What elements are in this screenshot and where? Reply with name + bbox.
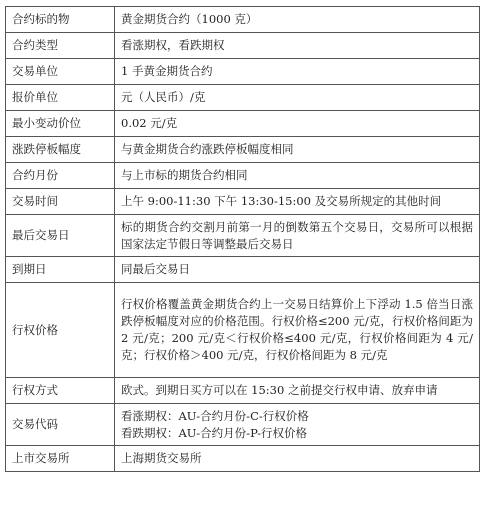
spec-row — [6, 85, 480, 111]
spec-row — [6, 446, 480, 472]
spec-value — [115, 7, 480, 33]
spec-row — [6, 283, 480, 378]
spec-value-line: 黄金期货合约（1000 克） — [121, 12, 258, 26]
spec-value — [115, 257, 480, 283]
spec-row — [6, 189, 480, 215]
spec-value-line: 欧式。到期日买方可以在 15:30 之前提交行权申请、放弃申请 — [121, 383, 438, 397]
contract-spec-sheet — [5, 6, 480, 472]
spec-row — [6, 7, 480, 33]
spec-value — [115, 189, 480, 215]
spec-row — [6, 111, 480, 137]
spec-label: 行权价格 — [6, 283, 115, 378]
spec-value-line: 与上市标的期货合约相同 — [121, 168, 248, 182]
spec-value — [115, 404, 480, 446]
spec-value — [115, 137, 480, 163]
spec-label: 报价单位 — [6, 85, 115, 111]
spec-label: 最后交易日 — [6, 215, 115, 257]
spec-label: 上市交易所 — [6, 446, 115, 472]
spec-value-line: 元（人民币）/克 — [121, 90, 206, 104]
spec-value — [115, 85, 480, 111]
spec-value-line: 上午 9:00-11:30 下午 13:30-15:00 及交易所规定的其他时间 — [121, 194, 442, 208]
spec-row — [6, 33, 480, 59]
spec-value-line: 0.02 元/克 — [121, 116, 178, 130]
spec-label: 涨跌停板幅度 — [6, 137, 115, 163]
spec-value-line: 同最后交易日 — [121, 262, 190, 276]
spec-row — [6, 378, 480, 404]
spec-label: 最小变动价位 — [6, 111, 115, 137]
spec-label: 合约月份 — [6, 163, 115, 189]
spec-value-line: 行权价格覆盖黄金期货合约上一交易日结算价上下浮动 1.5 倍当日涨跌停板幅度对应的价格范围。行权价格≤200 元/克，行权价格间距为 2 元/克；200 元/克＜行权价格≤400 元/克，行权价格间距为 4 元/克；行权价格＞400 元/克，行权价格间距为 8 元/克 — [121, 297, 473, 362]
spec-row — [6, 59, 480, 85]
spec-value-line: 1 手黄金期货合约 — [121, 64, 213, 78]
spec-row — [6, 404, 480, 446]
spec-label: 交易代码 — [6, 404, 115, 446]
spec-row — [6, 215, 480, 257]
spec-value-line: 标的期货合约交割月前第一月的倒数第五个交易日，交易所可以根据国家法定节假日等调整最后交易日 — [121, 219, 473, 251]
spec-label: 交易单位 — [6, 59, 115, 85]
spec-value-line: 看涨期权，看跌期权 — [121, 38, 225, 52]
spec-value — [115, 111, 480, 137]
spec-row — [6, 163, 480, 189]
spec-value — [115, 59, 480, 85]
contract-spec-table-body — [6, 7, 480, 472]
spec-label: 合约类型 — [6, 33, 115, 59]
spec-row — [6, 257, 480, 283]
spec-value-line: 与黄金期货合约涨跌停板幅度相同 — [121, 142, 294, 156]
spec-value — [115, 163, 480, 189]
spec-label: 交易时间 — [6, 189, 115, 215]
spec-value — [115, 33, 480, 59]
spec-value — [115, 446, 480, 472]
spec-label: 合约标的物 — [6, 7, 115, 33]
spec-value — [115, 378, 480, 404]
spec-value-line: 上海期货交易所 — [121, 451, 202, 465]
spec-row — [6, 137, 480, 163]
contract-spec-table — [5, 6, 480, 472]
spec-label: 行权方式 — [6, 378, 115, 404]
spec-value — [115, 215, 480, 257]
spec-label: 到期日 — [6, 257, 115, 283]
spec-value — [115, 283, 480, 378]
spec-value-line: 看涨期权：AU-合约月份-C-行权价格 — [121, 408, 309, 423]
spec-value-line: 看跌期权：AU-合约月份-P-行权价格 — [121, 425, 308, 440]
